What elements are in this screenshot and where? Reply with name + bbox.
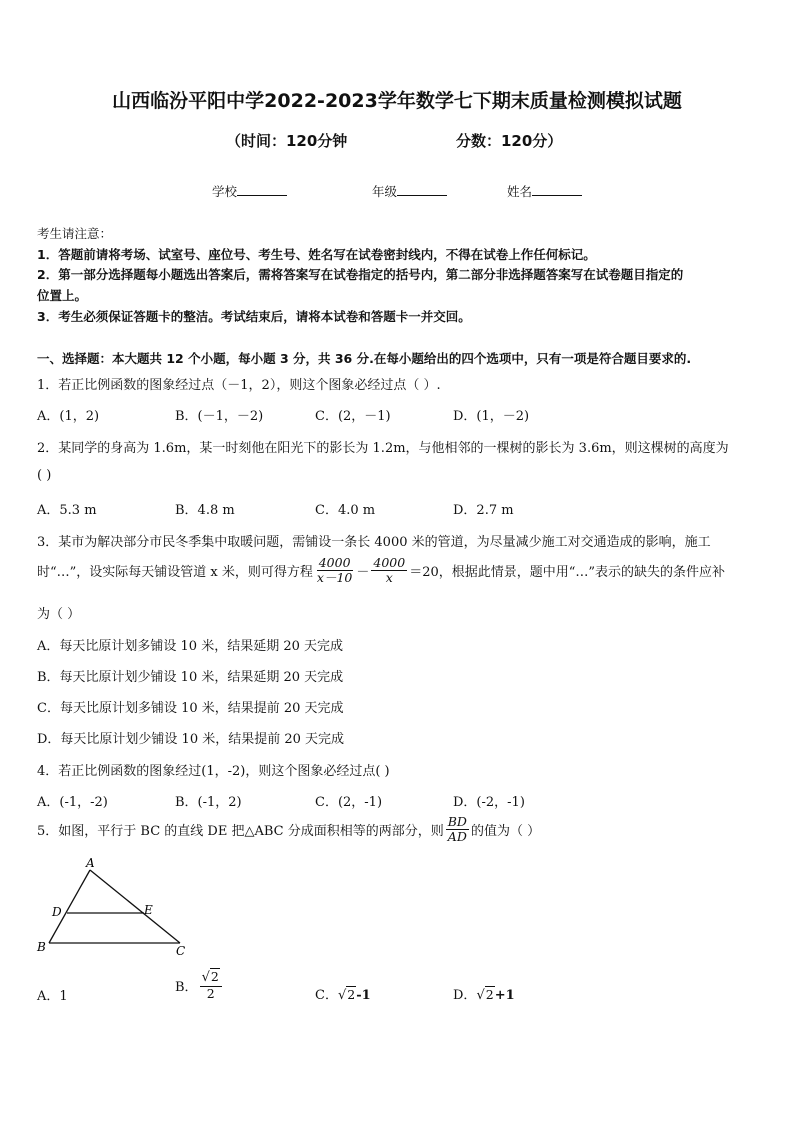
school-blank [237,183,287,196]
q3-option-d: D．每天比原计划少铺设 10 米，结果提前 20 天完成 [37,732,345,747]
q1-option-a: A．(1，2) [37,409,100,424]
q5-option-b-prefix: B． [175,980,198,996]
name-blank [532,183,582,196]
grade-blank [397,183,447,196]
label-b: B [37,940,46,954]
q5-stem [37,815,540,845]
q2-option-c: C．4.0 m [315,503,376,518]
q5-option-b-radicand: 2 [210,969,219,984]
notice-item-2-cont: 位置上。 [37,288,88,303]
q5-fraction-numerator: BD [447,814,467,829]
school-field [212,182,287,200]
grade-label: 年级 [372,184,398,199]
q5-stem-part-b: 的值为（ ） [470,824,541,840]
q3-stem-part-b: ＝20，根据此情景，题中用“…”表示的缺失的条件应补 [409,565,726,581]
q2-stem-paren: ( ) [37,468,52,483]
q3-fraction-1-numerator: 4000 [318,555,351,570]
notice-item-2: 2．第一部分选择题每小题选出答案后，需将答案写在试卷指定的括号内，第二部分非选择题答案写在试卷题目指定的 [37,267,684,282]
name-field [507,182,582,200]
section-heading: 一、选择题：本大题共 12 个小题，每小题 3 分，共 36 分.在每小题给出的四个选项中，只有一项是符合题目要求的. [37,351,692,366]
exam-time: （时间：120分钟 [226,132,348,150]
q5-option-b [175,970,224,1001]
q5-fraction-denominator: AD [447,829,467,845]
q3-fraction-1-denominator: x－10 [316,570,353,586]
q2-option-d: D．2.7 m [453,503,514,518]
notice-item-1: 1．答题前请将考场、试室号、座位号、考生号、姓名写在试卷密封线内，不得在试卷上作任何标记。 [37,247,596,262]
q1-stem: 1．若正比例函数的图象经过点（－1，2），则这个图象必经过点（ ）. [37,378,441,393]
q3-fraction-2 [371,556,407,586]
q5-option-d: D．√2+1 [453,987,515,1003]
q3-option-b: B．每天比原计划少铺设 10 米，结果延期 20 天完成 [37,670,344,685]
q1-option-c: C．(2，－1) [315,409,391,424]
q5-option-b-denominator: 2 [206,985,215,1001]
q5-stem-part-a: 5．如图，平行于 BC 的直线 DE 把△ABC 分成面积相等的两部分，则 [37,824,444,840]
q3-minus: － [356,565,370,581]
q3-stem: 3．某市为解决部分市民冬季集中取暖问题，需铺设一条长 4000 米的管道，为尽量减少施工对交通造成的影响，施工 [37,535,711,550]
q3-equation-line [37,556,725,586]
q1-option-b: B．(－1，－2) [175,409,264,424]
q3-stem-paren: 为（ ） [37,607,81,622]
q5-option-b-numerator: √2 [200,970,222,987]
label-a: A [86,856,95,870]
label-e: E [144,903,153,917]
q5-option-c-suffix: -1 [356,988,371,1003]
q3-fraction-2-numerator: 4000 [373,555,406,570]
q5-fraction [446,815,469,845]
q1-option-d: D．(1，－2) [453,409,530,424]
q2-option-a: A．5.3 m [37,503,97,518]
label-c: C [176,944,186,958]
q5-option-c: C．√2-1 [315,987,371,1003]
q4-option-d: D．(-2，-1) [453,795,525,810]
notice-item-3: 3．考生必须保证答题卡的整洁。考试结束后，请将本试卷和答题卡一并交回。 [37,309,471,324]
side-ac [90,870,180,943]
q3-stem-part-a: 时“…”，设实际每天铺设管道 x 米，则可得方程 [37,565,313,581]
q4-stem: 4．若正比例函数的图象经过(1，-2)，则这个图象必经过点( ) [37,764,390,779]
notice-heading: 考生请注意： [37,226,113,241]
q5-option-d-radicand: 2 [485,987,494,1002]
q5-option-c-prefix: C． [315,988,338,1003]
q4-option-b: B．(-1，2) [175,795,242,810]
grade-field [372,182,447,200]
q5-option-a: A．1 [37,989,68,1004]
q2-stem: 2．某同学的身高为 1.6m，某一时刻他在阳光下的影长为 1.2m，与他相邻的一棵树的影长为 3.6m，则这棵树的高度为 [37,441,729,456]
name-label: 姓名 [507,184,533,199]
q5-option-c-radicand: 2 [347,987,356,1002]
q4-option-a: A．(-1，-2) [37,795,108,810]
exam-score: 分数：120分） [456,132,563,150]
q4-option-c: C．(2，-1) [315,795,383,810]
school-label: 学校 [212,184,238,199]
q5-option-d-suffix: +1 [494,988,515,1003]
q3-option-c: C．每天比原计划多铺设 10 米，结果提前 20 天完成 [37,701,344,716]
q3-fraction-1 [315,556,354,586]
page-title: 山西临汾平阳中学2022-2023学年数学七下期末质量检测模拟试题 [112,90,682,112]
q5-option-d-prefix: D． [453,988,477,1003]
q3-fraction-2-denominator: x [385,570,393,586]
label-d: D [52,905,62,919]
q5-option-b-fraction [200,970,222,1001]
q3-option-a: A．每天比原计划多铺设 10 米，结果延期 20 天完成 [37,639,344,654]
q2-option-b: B．4.8 m [175,503,235,518]
q5-triangle-figure [32,855,202,961]
